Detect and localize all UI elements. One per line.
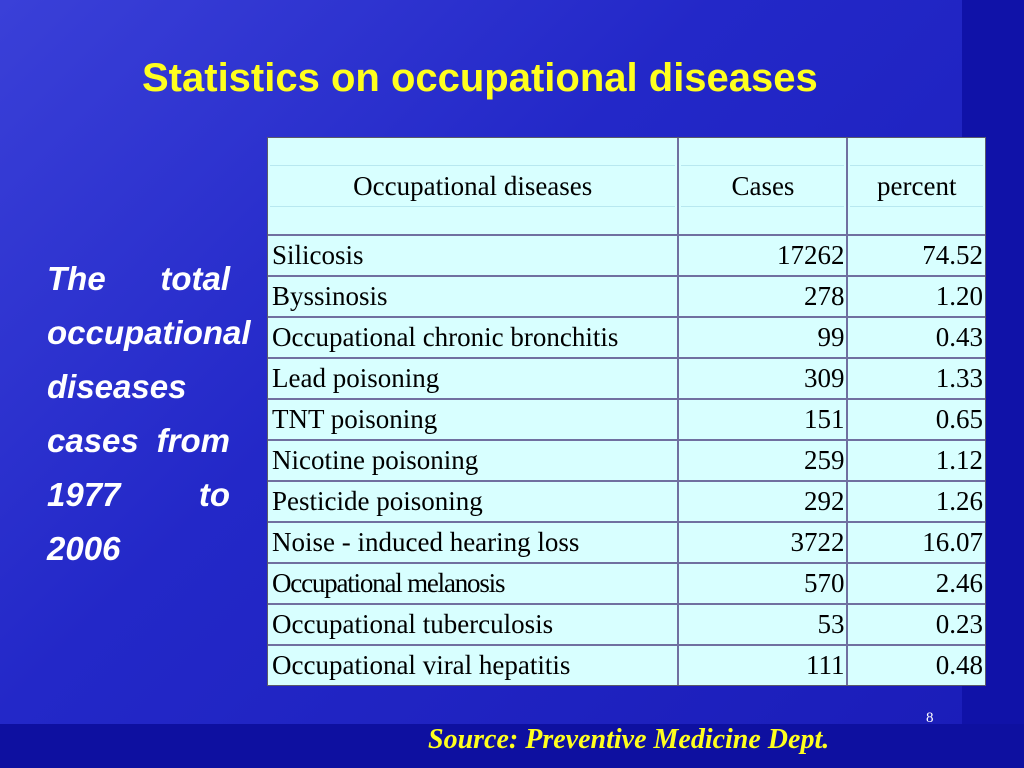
table-row — [268, 482, 985, 523]
disease-name-cell: Lead poisoning — [268, 359, 679, 400]
table-row — [268, 277, 985, 318]
percent-cell: 0.43 — [848, 318, 985, 359]
table-row — [268, 523, 985, 564]
percent-cell: 16.07 — [848, 523, 985, 564]
percent-cell: 74.52 — [848, 236, 985, 277]
table-row — [268, 441, 985, 482]
disease-name-cell: TNT poisoning — [268, 400, 679, 441]
cases-cell: 570 — [679, 564, 848, 605]
percent-cell: 0.23 — [848, 605, 985, 646]
cases-cell: 151 — [679, 400, 848, 441]
disease-name-cell: Noise - induced hearing loss — [268, 523, 679, 564]
percent-cell: 0.65 — [848, 400, 985, 441]
table-row — [268, 564, 985, 605]
cases-cell: 17262 — [679, 236, 848, 277]
table-header-row — [268, 138, 985, 236]
header-label: Occupational diseases — [270, 165, 675, 207]
header-label: percent — [850, 165, 983, 207]
disease-name-cell: Occupational tuberculosis — [268, 605, 679, 646]
percent-cell: 1.33 — [848, 359, 985, 400]
disease-name-cell — [268, 564, 679, 605]
percent-cell: 1.20 — [848, 277, 985, 318]
cases-cell: 3722 — [679, 523, 848, 564]
table-row — [268, 605, 985, 646]
percent-cell: 2.46 — [848, 564, 985, 605]
disease-name-cell: Silicosis — [268, 236, 679, 277]
disease-name-text: Occupational melanosis — [272, 568, 505, 598]
disease-name-cell: Byssinosis — [268, 277, 679, 318]
percent-cell: 1.26 — [848, 482, 985, 523]
page-number: 8 — [926, 710, 934, 726]
header-occupational-diseases — [268, 138, 679, 236]
percent-cell: 0.48 — [935, 650, 983, 680]
disease-name-cell: Pesticide poisoning — [268, 482, 679, 523]
side-caption: The total occupational diseases cases from 1977 to 2006 — [47, 260, 251, 567]
cases-cell: 278 — [679, 277, 848, 318]
source-note: Source: Preventive Medicine Dept. — [428, 724, 830, 755]
diseases-table-container — [267, 137, 986, 686]
table-body — [268, 236, 985, 685]
cases-cell: 292 — [679, 482, 848, 523]
table-row — [268, 236, 985, 277]
header-percent — [848, 138, 985, 236]
header-label: Cases — [681, 165, 844, 207]
table-row — [268, 359, 985, 400]
table-row — [268, 400, 985, 441]
cases-cell: 111 — [679, 646, 848, 685]
cases-cell: 259 — [679, 441, 848, 482]
table-row — [268, 646, 985, 685]
disease-name-cell: Occupational viral hepatitis — [268, 646, 679, 685]
cases-cell: 99 — [679, 318, 848, 359]
disease-name-cell: Occupational chronic bronchitis — [268, 318, 679, 359]
diseases-table — [267, 137, 986, 686]
header-cases — [679, 138, 848, 236]
disease-name-cell: Nicotine poisoning — [268, 441, 679, 482]
cases-cell: 309 — [679, 359, 848, 400]
cases-cell: 53 — [679, 605, 848, 646]
table-row — [268, 318, 985, 359]
percent-cell: 1.12 — [848, 441, 985, 482]
slide-title: Statistics on occupational diseases — [142, 56, 818, 100]
